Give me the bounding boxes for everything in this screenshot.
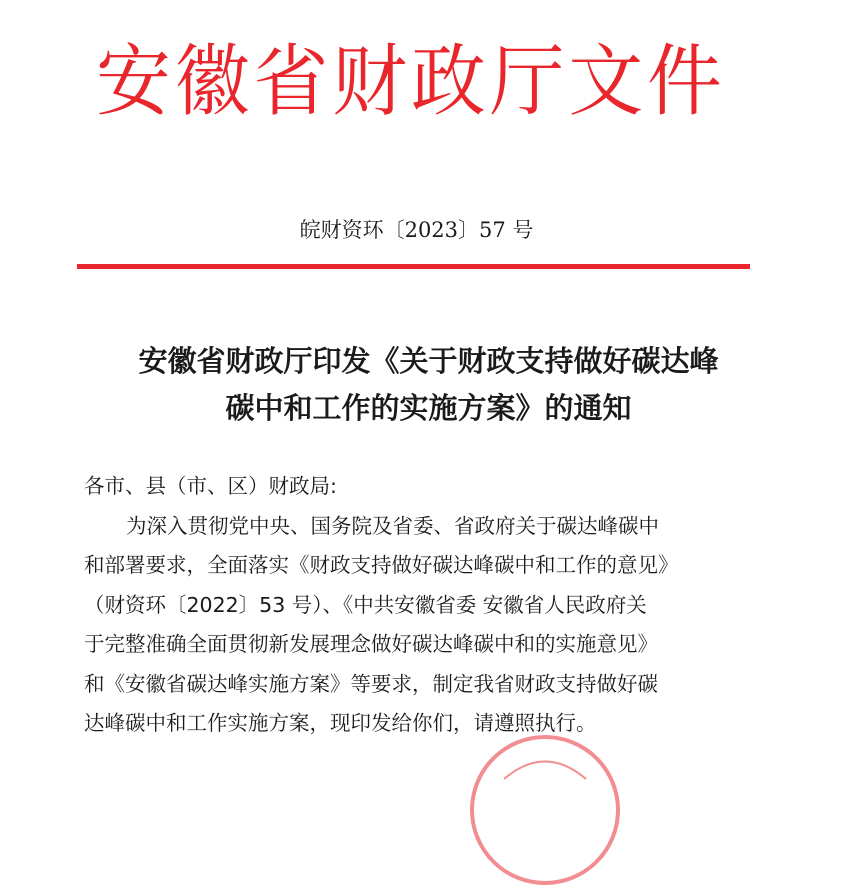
body-line-6: 达峰碳中和工作实施方案，现印发给你们，请遵照执行。 xyxy=(84,711,597,735)
body-line-3: （财资环〔2022〕53 号）、《中共安徽省委 安徽省人民政府关 xyxy=(84,592,647,617)
body-line-2: 和部署要求，全面落实《财政支持做好碳达峰碳中和工作的意见》 xyxy=(84,553,679,577)
issuer-header-title: 安徽省财政厅文件 xyxy=(96,37,726,127)
notice-title-line-2: 碳中和工作的实施方案》的通知 xyxy=(225,391,632,425)
seal-text-arc-icon xyxy=(474,739,616,799)
official-seal-icon xyxy=(470,735,620,885)
salutation: 各市、县（市、区）财政局: xyxy=(84,474,337,498)
document-number: 皖财资环〔2023〕57 号 xyxy=(299,218,534,242)
notice-body xyxy=(84,467,764,744)
body-line-5: 和《安徽省碳达峰实施方案》等要求，制定我省财政支持做好碳 xyxy=(84,671,658,696)
red-divider-line xyxy=(77,264,750,269)
notice-title-line-1: 安徽省财政厅印发《关于财政支持做好碳达峰 xyxy=(138,344,719,378)
notice-title xyxy=(60,338,797,432)
body-line-4: 于完整准确全面贯彻新发展理念做好碳达峰碳中和的实施意见》 xyxy=(84,632,658,656)
body-line-1: 为深入贯彻党中央、国务院及省委、省政府关于碳达峰碳中 xyxy=(126,513,659,538)
